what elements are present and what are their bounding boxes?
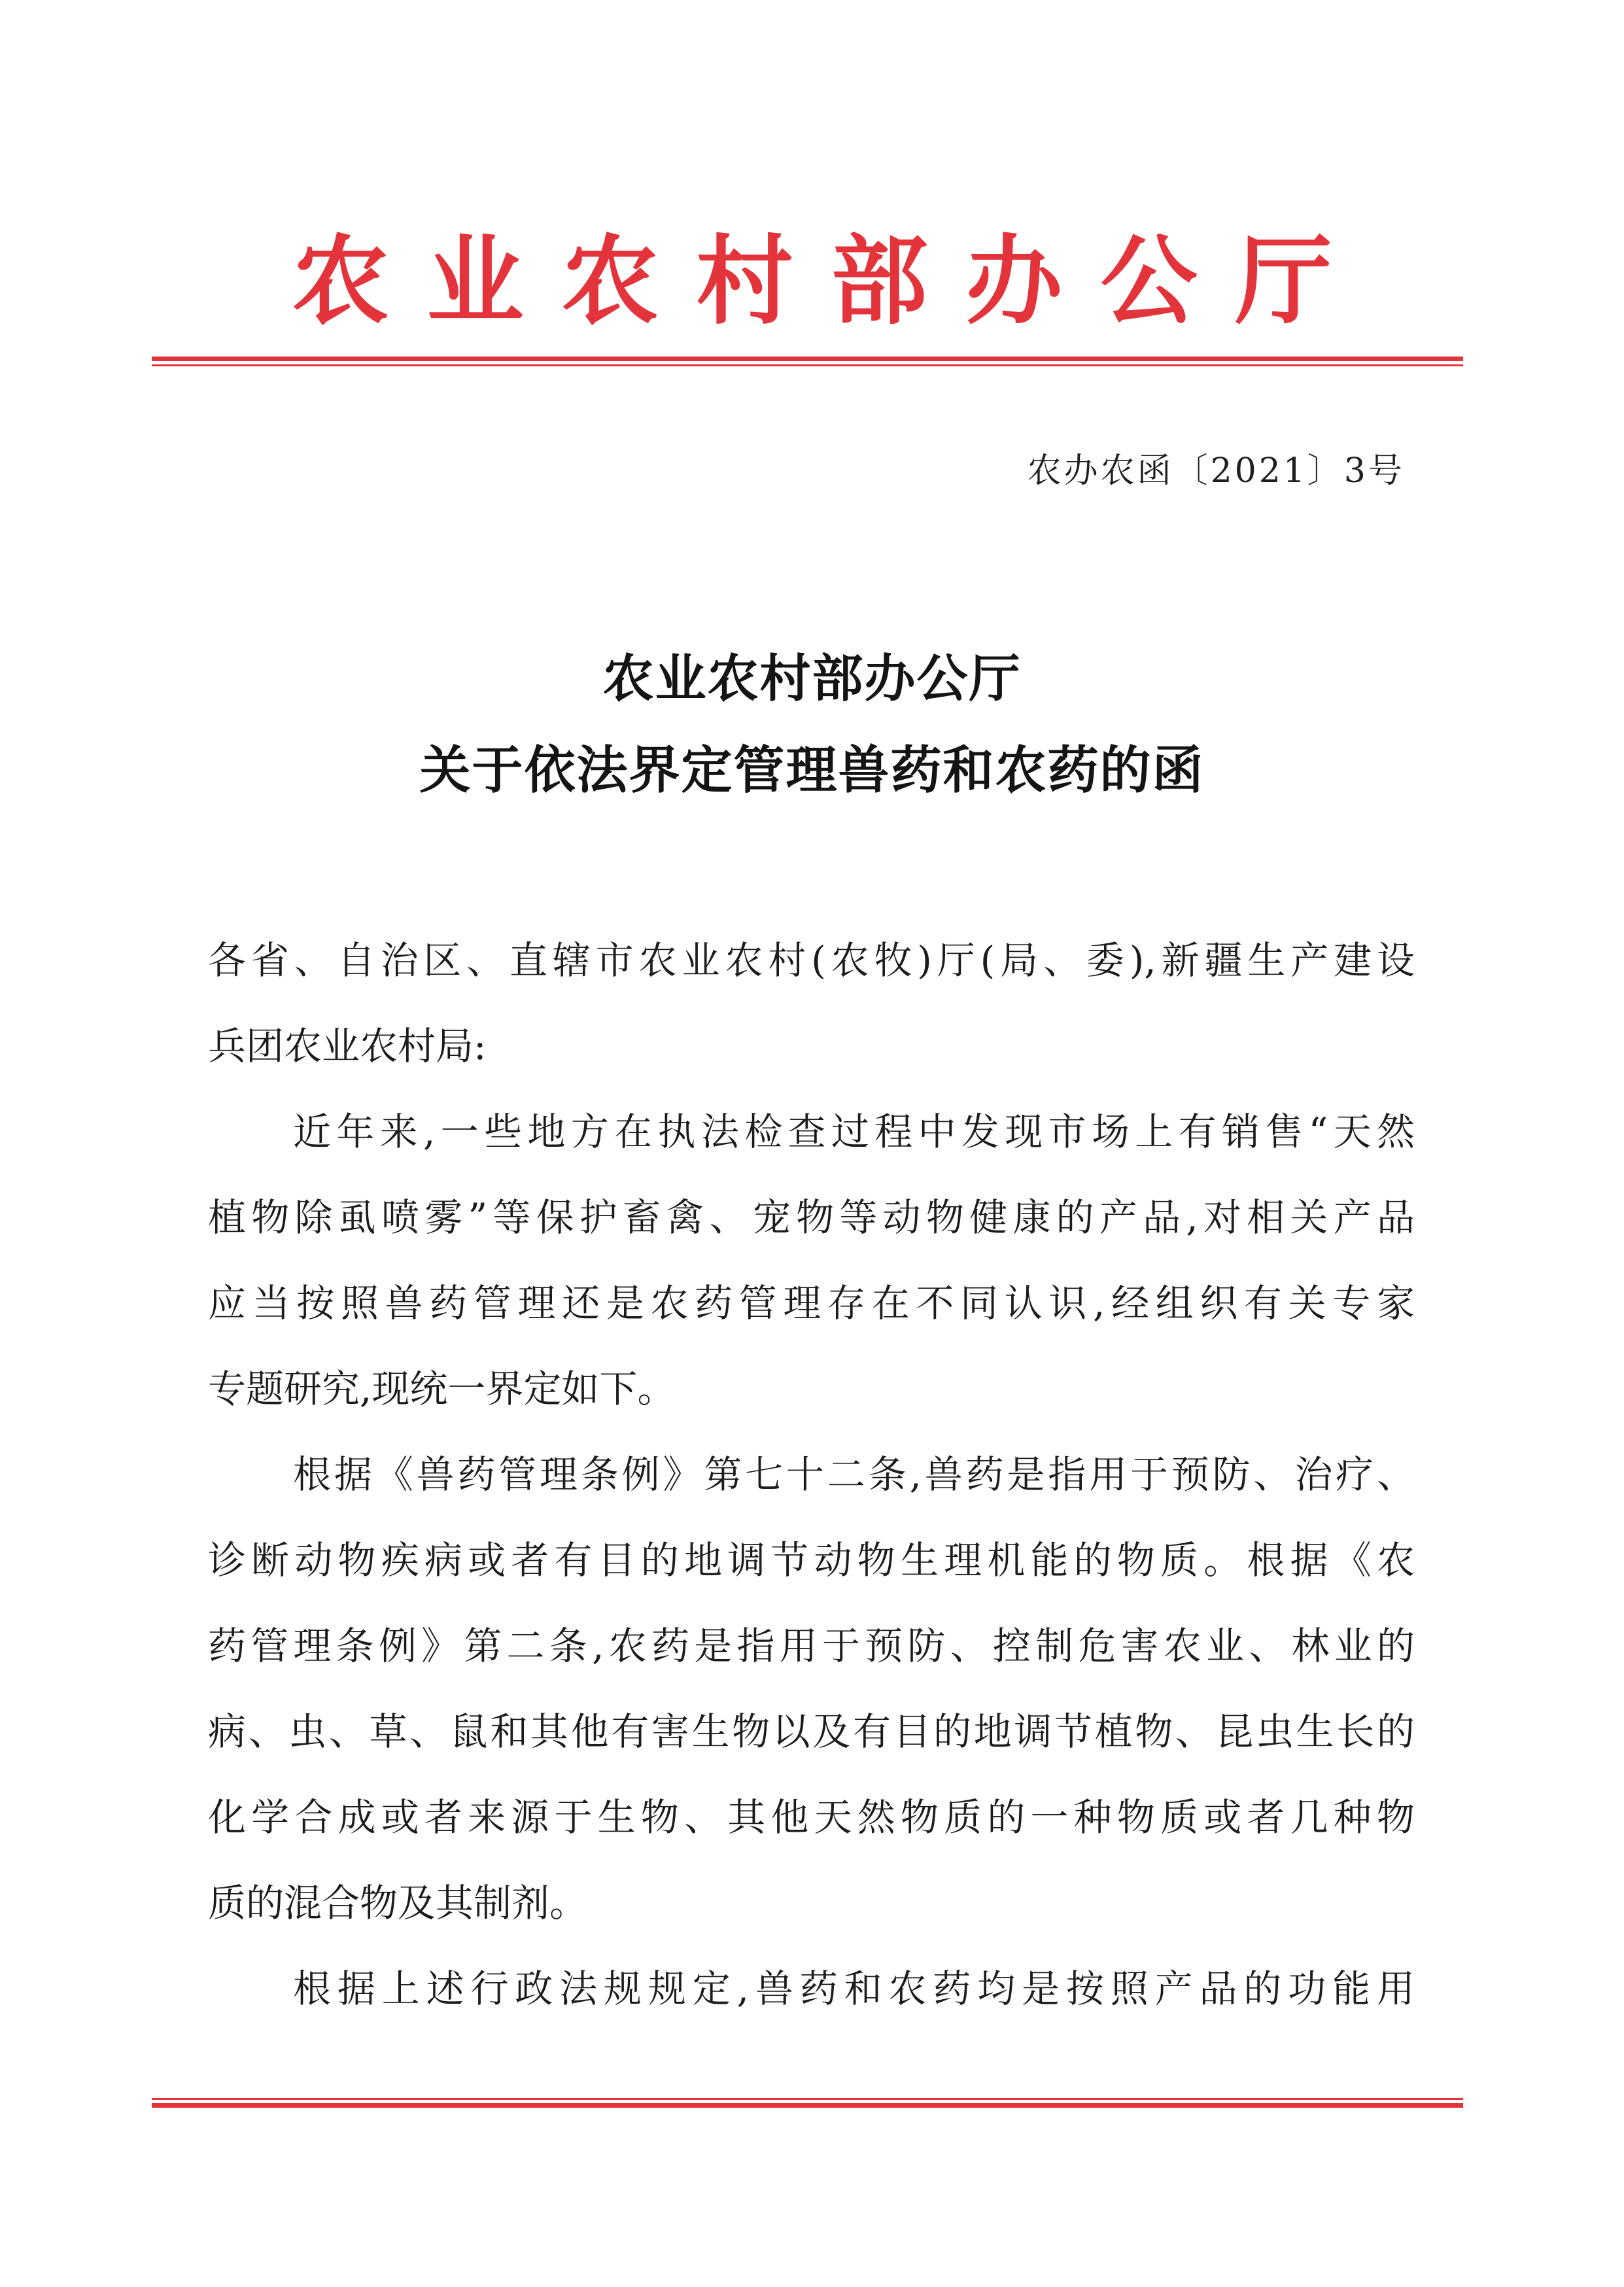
document-number: 农办农函〔2021〕3号: [1027, 451, 1405, 491]
paragraph-line: 植物除虱喷雾”等保护畜禽、宠物等动物健康的产品,对相关产品: [208, 1195, 1415, 1240]
paragraph-line: 根据上述行政法规规定,兽药和农药均是按照产品的功能用: [293, 1966, 1415, 2011]
letterhead-issuer: 农业农村部办公厅: [292, 225, 1370, 338]
addressee-line: 兵团农业农村局:: [208, 1024, 487, 1068]
header-red-rule: [152, 357, 1463, 361]
title-line-1: 农业农村部办公厅: [602, 649, 1022, 708]
paragraph-line: 药管理条例》第二条,农药是指用于预防、控制危害农业、林业的: [208, 1624, 1415, 1668]
paragraph-line: 病、虫、草、鼠和其他有害生物以及有目的地调节植物、昆虫生长的: [208, 1709, 1415, 1754]
paragraph-line: 诊断动物疾病或者有目的地调节动物生理机能的物质。根据《农: [208, 1538, 1415, 1582]
paragraph-line: 根据《兽药管理条例》第七十二条,兽药是指用于预防、治疗、: [293, 1452, 1415, 1497]
paragraph-line: 质的混合物及其制剂。: [208, 1881, 588, 1925]
addressee-line: 各省、自治区、直辖市农业农村(农牧)厅(局、委),新疆生产建设: [208, 938, 1415, 983]
paragraph-line: 专题研究,现统一界定如下。: [208, 1367, 676, 1411]
paragraph-line: 近年来,一些地方在执法检查过程中发现市场上有销售“天然: [293, 1109, 1415, 1154]
footer-red-rule-thin: [152, 2098, 1463, 2100]
footer-red-rule: [152, 2103, 1463, 2108]
title-line-2: 关于依法界定管理兽药和农药的函: [419, 741, 1205, 800]
paragraph-line: 化学合成或者来源于生物、其他天然物质的一种物质或者几种物: [208, 1795, 1415, 1840]
header-red-rule-thin: [152, 364, 1463, 366]
paragraph-line: 应当按照兽药管理还是农药管理存在不同认识,经组织有关专家: [208, 1281, 1415, 1325]
